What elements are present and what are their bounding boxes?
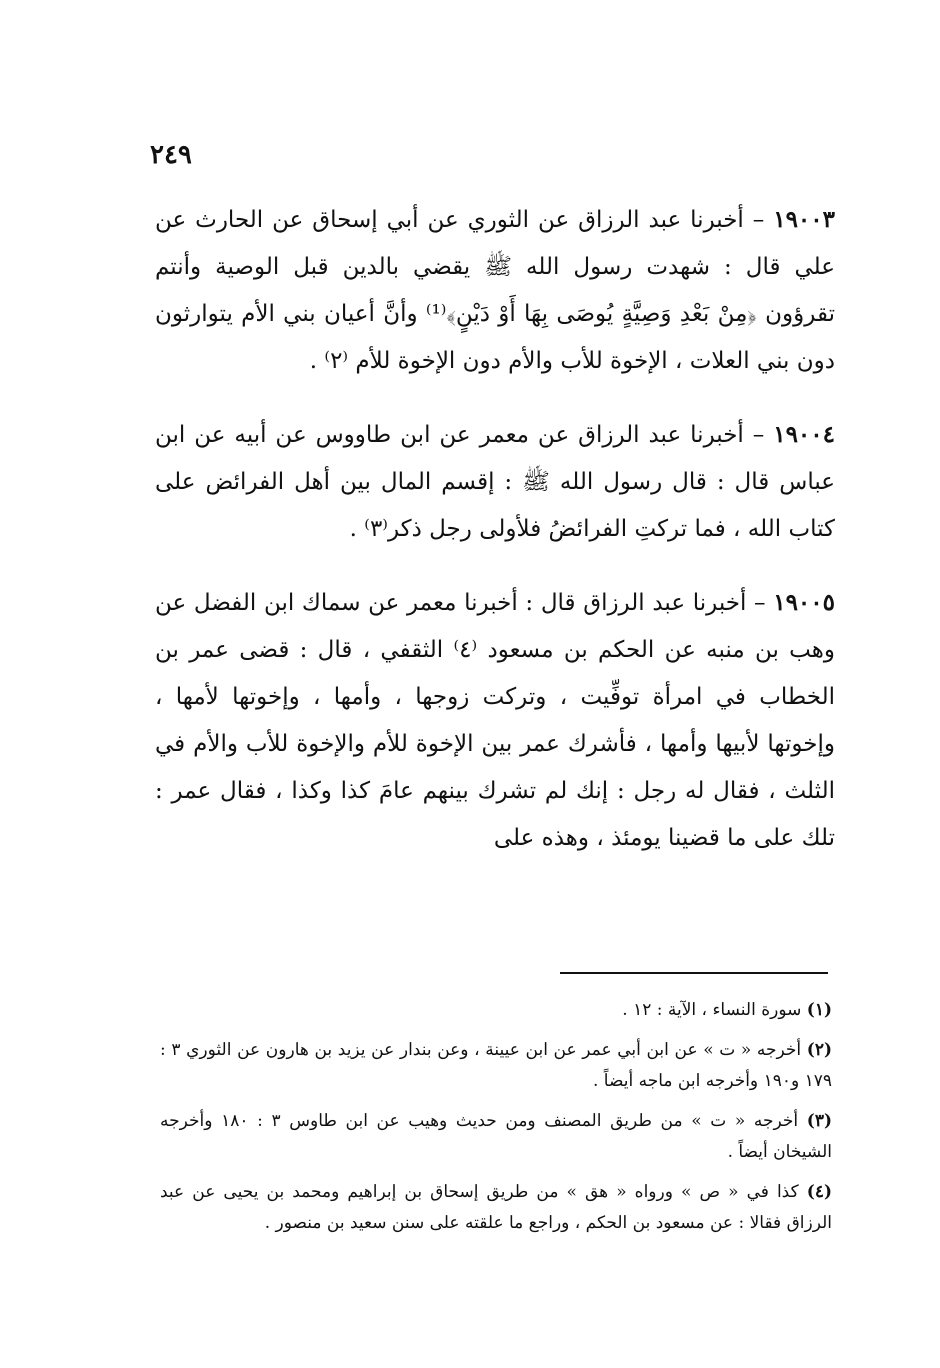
footnote-4 <box>160 1177 832 1239</box>
hadith-text: – أخبرنا عبد الرزاق عن معمر عن ابن طاووس عن أبيه عن ابن عباس قال : قال رسول الله ﷺ : إقسم المال بين أهل الفرائض على كتاب الله ، فما تركتِ الفرائضُ فلأولى رجل ذكر⁽٣⁾ . <box>155 422 835 542</box>
footnote-number: (٤) <box>806 1182 832 1202</box>
hadith-19003 <box>155 196 835 385</box>
hadith-number: ١٩٠٠٣ <box>773 206 835 233</box>
hadith-number: ١٩٠٠٥ <box>773 589 835 616</box>
footnote-divider <box>560 972 828 974</box>
footnote-text: سورة النساء ، الآية : ١٢ . <box>622 1000 802 1020</box>
page-number: ٢٤٩ <box>150 140 192 170</box>
footnotes <box>160 995 832 1248</box>
footnote-text: أخرجه « ت » عن ابن أبي عمر عن ابن عيينة ، وعن بندار عن يزيد بن هارون عن الثوري ٣ : ١٧٩ و١٩٠ وأخرجه ابن ماجه أيضاً . <box>160 1040 832 1091</box>
footnote-2 <box>160 1035 832 1097</box>
footnote-number: (٣) <box>806 1111 832 1131</box>
hadith-19005 <box>155 579 835 862</box>
hadith-number: ١٩٠٠٤ <box>773 421 835 448</box>
footnote-1 <box>160 995 832 1026</box>
hadith-19004 <box>155 411 835 553</box>
hadith-text: – أخبرنا عبد الرزاق عن الثوري عن أبي إسحاق عن الحارث عن علي قال : شهدت رسول الله ﷺ يقضي بالدين قبل الوصية وأنتم تقرؤون ﴿مِنْ بَعْدِ وَصِيَّةٍ يُوصَى بِهَا أَوْ دَيْنٍ﴾⁽¹⁾ وأنَّ أعيان بني الأم يتوارثون دون بني العلات ، الإخوة للأب والأم دون الإخوة للأم ⁽٢⁾ . <box>155 207 835 374</box>
footnote-3 <box>160 1106 832 1168</box>
main-text <box>155 196 835 888</box>
footnote-text: كذا في « ص » ورواه « هق » من طريق إسحاق بن إبراهيم ومحمد بن يحيى عن عبد الرزاق فقالا : عن مسعود بن الحكم ، وراجع ما علقته على سنن سعيد بن منصور . <box>160 1182 832 1233</box>
footnote-number: (٢) <box>806 1040 833 1060</box>
footnote-number: (١) <box>806 1000 832 1020</box>
footnote-text: أخرجه « ت » من طريق المصنف ومن حديث وهيب عن ابن طاوس ٣ : ١٨٠ وأخرجه الشيخان أيضاً . <box>160 1111 832 1162</box>
hadith-text: – أخبرنا عبد الرزاق قال : أخبرنا معمر عن سماك ابن الفضل عن وهب بن منبه عن الحكم بن مسعود ⁽٤⁾ الثقفي ، قال : قضى عمر بن الخطاب في امرأة توفِّيت ، وتركت زوجها ، وأمها ، وإخوتها لأمها ، وإخوتها لأبيها وأمها ، فأشرك عمر بين الإخوة للأم والإخوة للأب والأم في الثلث ، فقال له رجل : إنك لم تشرك بينهم عامَ كذا وكذا ، فقال عمر : تلك على ما قضينا يومئذ ، وهذه على <box>155 590 835 851</box>
